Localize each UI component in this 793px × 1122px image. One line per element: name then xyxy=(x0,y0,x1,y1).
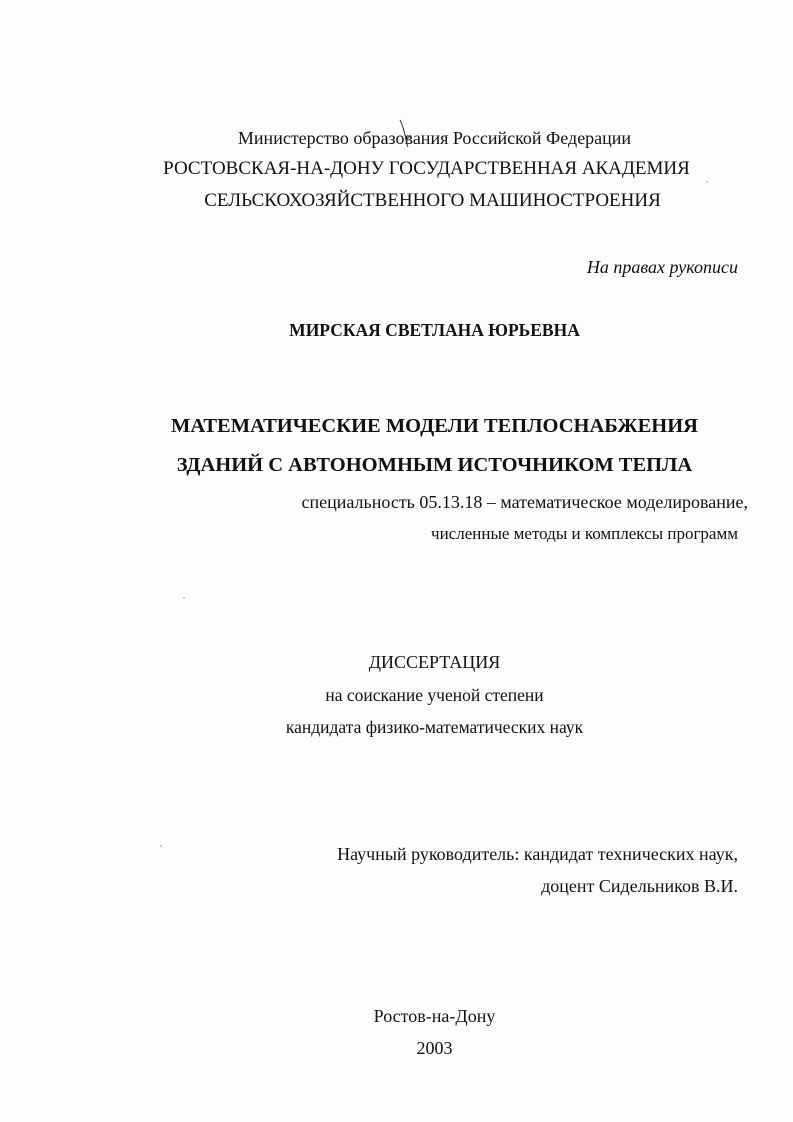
dissertation-title-line1: МАТЕМАТИЧЕСКИЕ МОДЕЛИ ТЕПЛОСНАБЖЕНИЯ xyxy=(171,415,698,437)
pen-correction-mark xyxy=(398,118,414,148)
dissertation-heading: ДИССЕРТАЦИЯ xyxy=(368,652,501,672)
degree-line1: на соискание ученой степени xyxy=(325,685,544,705)
manuscript-note: На правах рукописи xyxy=(586,257,738,277)
specialty-line1: специальность 05.13.18 – математическое моделирование, xyxy=(301,492,748,512)
supervisor-line1: Научный руководитель: кандидат технических наук, xyxy=(337,844,738,864)
ministry-line: Министерство образования Российской Федерации xyxy=(237,128,632,148)
year: 2003 xyxy=(416,1038,453,1058)
scan-speck xyxy=(706,181,708,183)
dissertation-title-line2: ЗДАНИЙ С АВТОНОМНЫМ ИСТОЧНИКОМ ТЕПЛА xyxy=(176,454,693,476)
author-name: МИРСКАЯ СВЕТЛАНА ЮРЬЕВНА xyxy=(289,320,580,340)
academy-name-line1: РОСТОВСКАЯ-НА-ДОНУ ГОСУДАРСТВЕННАЯ АКАДЕМИЯ xyxy=(163,158,690,179)
specialty-line2: численные методы и комплексы программ xyxy=(431,524,738,543)
city: Ростов-на-Дону xyxy=(373,1006,496,1026)
academy-name-line2: СЕЛЬСКОХОЗЯЙСТВЕННОГО МАШИНОСТРОЕНИЯ xyxy=(204,190,661,211)
degree-line2: кандидата физико-математических наук xyxy=(285,717,584,737)
scan-speck xyxy=(160,845,162,847)
scan-speck xyxy=(183,597,185,599)
supervisor-line2: доцент Сидельников В.И. xyxy=(541,876,738,896)
